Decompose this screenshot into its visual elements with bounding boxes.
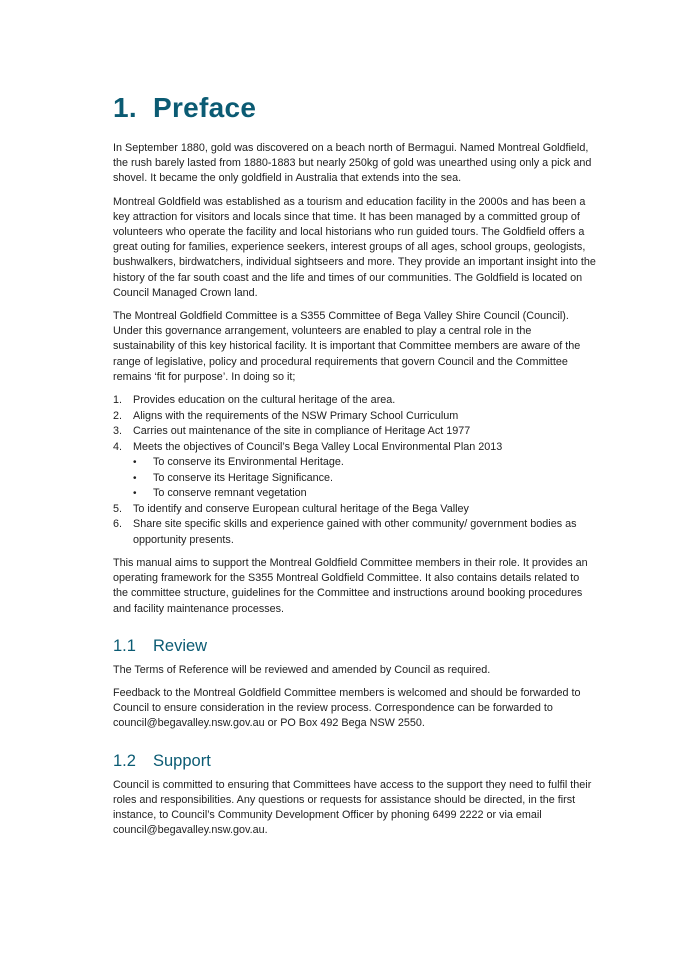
bullet-icon: • (133, 457, 137, 469)
bullet-icon: • (133, 472, 137, 484)
review-heading (113, 635, 596, 657)
sub-bullet-item (133, 486, 596, 502)
section-title: Preface (153, 92, 257, 123)
list-number: 6. (113, 518, 123, 531)
sub-bullet-text: To conserve remnant vegetation (153, 487, 307, 500)
bullet-icon: • (133, 488, 137, 500)
intro-paragraph: Montreal Goldfield was established as a tourism and education facility in the 2000s and has been a key attraction for visitors and locals since that time. It has been managed by a committed group of volunteers who operate the facility and local historians who run guided tours. The Goldfield offers a great outing for families, experience seekers, interest groups of all ages, school groups, geologists, bushwalkers, birdwatchers, individual sightseers and more. They provide an important insight into the history of the far south coast and the life and times of our communities. The Goldfield is located on Council Managed Crown land. (113, 195, 596, 299)
document-page (113, 88, 596, 846)
support-heading (113, 750, 596, 772)
list-text: Carries out maintenance of the site in compliance of Heritage Act 1977 (133, 425, 471, 438)
intro-paragraph: In September 1880, gold was discovered on a beach north of Bermagui. Named Montreal Goldfield, the rush barely lasted from 1880-1883 but nearly 250kg of gold was unearthed using only a pick and shovel. It became the only goldfield in Australia that extends into the sea. (113, 142, 592, 185)
list-number: 2. (113, 409, 123, 422)
list-item (113, 424, 596, 440)
list-item (113, 440, 596, 502)
closing-paragraph: This manual aims to support the Montreal Goldfield Committee members in their role. It provides an operating framework for the S355 Montreal Goldfield Committee. It also contains details related to the committee structure, guidelines for the Committee and instructions around booking procedures and facility maintenance processes. (113, 557, 588, 615)
list-number: 4. (113, 440, 123, 453)
review-paragraph: Feedback to the Montreal Goldfield Committee members is welcomed and should be forwarded to Council to ensure consideration in the review process. Correspondence can be forwarded to council@begavalley.nsw.gov.au or PO Box 492 Bega NSW 2550. (113, 687, 581, 730)
list-text: Provides education on the cultural heritage of the area. (133, 394, 396, 407)
list-number: 1. (113, 394, 123, 407)
page-title (113, 88, 596, 128)
intro-paragraph: The Montreal Goldfield Committee is a S355 Committee of Bega Valley Shire Council (Council). Under this governance arrangement, volunteers are enabled to play a central role in the sustainability of this key historical facility. It is important that Committee members are aware of the range of legislative, policy and procedural requirements that govern Council and the Committee remains ‘fit for purpose’. In doing so it; (113, 310, 581, 383)
list-item (113, 409, 596, 425)
list-item (113, 502, 596, 518)
support-title: Support (153, 751, 211, 770)
support-number: 1.2 (113, 751, 136, 770)
review-title: Review (153, 636, 208, 655)
review-number: 1.1 (113, 636, 136, 655)
list-text: Share site specific skills and experience gained with other community/ government bodies as opportunity presents. (133, 518, 577, 546)
list-text: To identify and conserve European cultural heritage of the Bega Valley (133, 502, 469, 515)
list-text: Aligns with the requirements of the NSW Primary School Curriculum (133, 409, 459, 422)
objectives-list (113, 393, 596, 548)
review-paragraph: The Terms of Reference will be reviewed and amended by Council as required. (113, 663, 491, 676)
sub-bullet-item (133, 455, 596, 471)
list-item (113, 393, 596, 409)
sub-bullet-item (133, 471, 596, 487)
section-number: 1. (113, 92, 137, 123)
sub-bullet-text: To conserve its Heritage Significance. (153, 471, 334, 484)
list-number: 3. (113, 425, 123, 438)
list-item (113, 517, 596, 548)
sub-bullet-list (133, 455, 596, 502)
sub-bullet-text: To conserve its Environmental Heritage. (153, 456, 344, 469)
list-number: 5. (113, 502, 123, 515)
list-text: Meets the objectives of Council’s Bega Valley Local Environmental Plan 2013 (133, 440, 503, 453)
support-paragraph: Council is committed to ensuring that Committees have access to the support they need to fulfil their roles and responsibilities. Any questions or requests for assistance should be directed, in the first instance, to Council’s Community Development Officer by phoning 6499 2222 or via email council@begavalley.nsw.gov.au. (113, 778, 592, 837)
